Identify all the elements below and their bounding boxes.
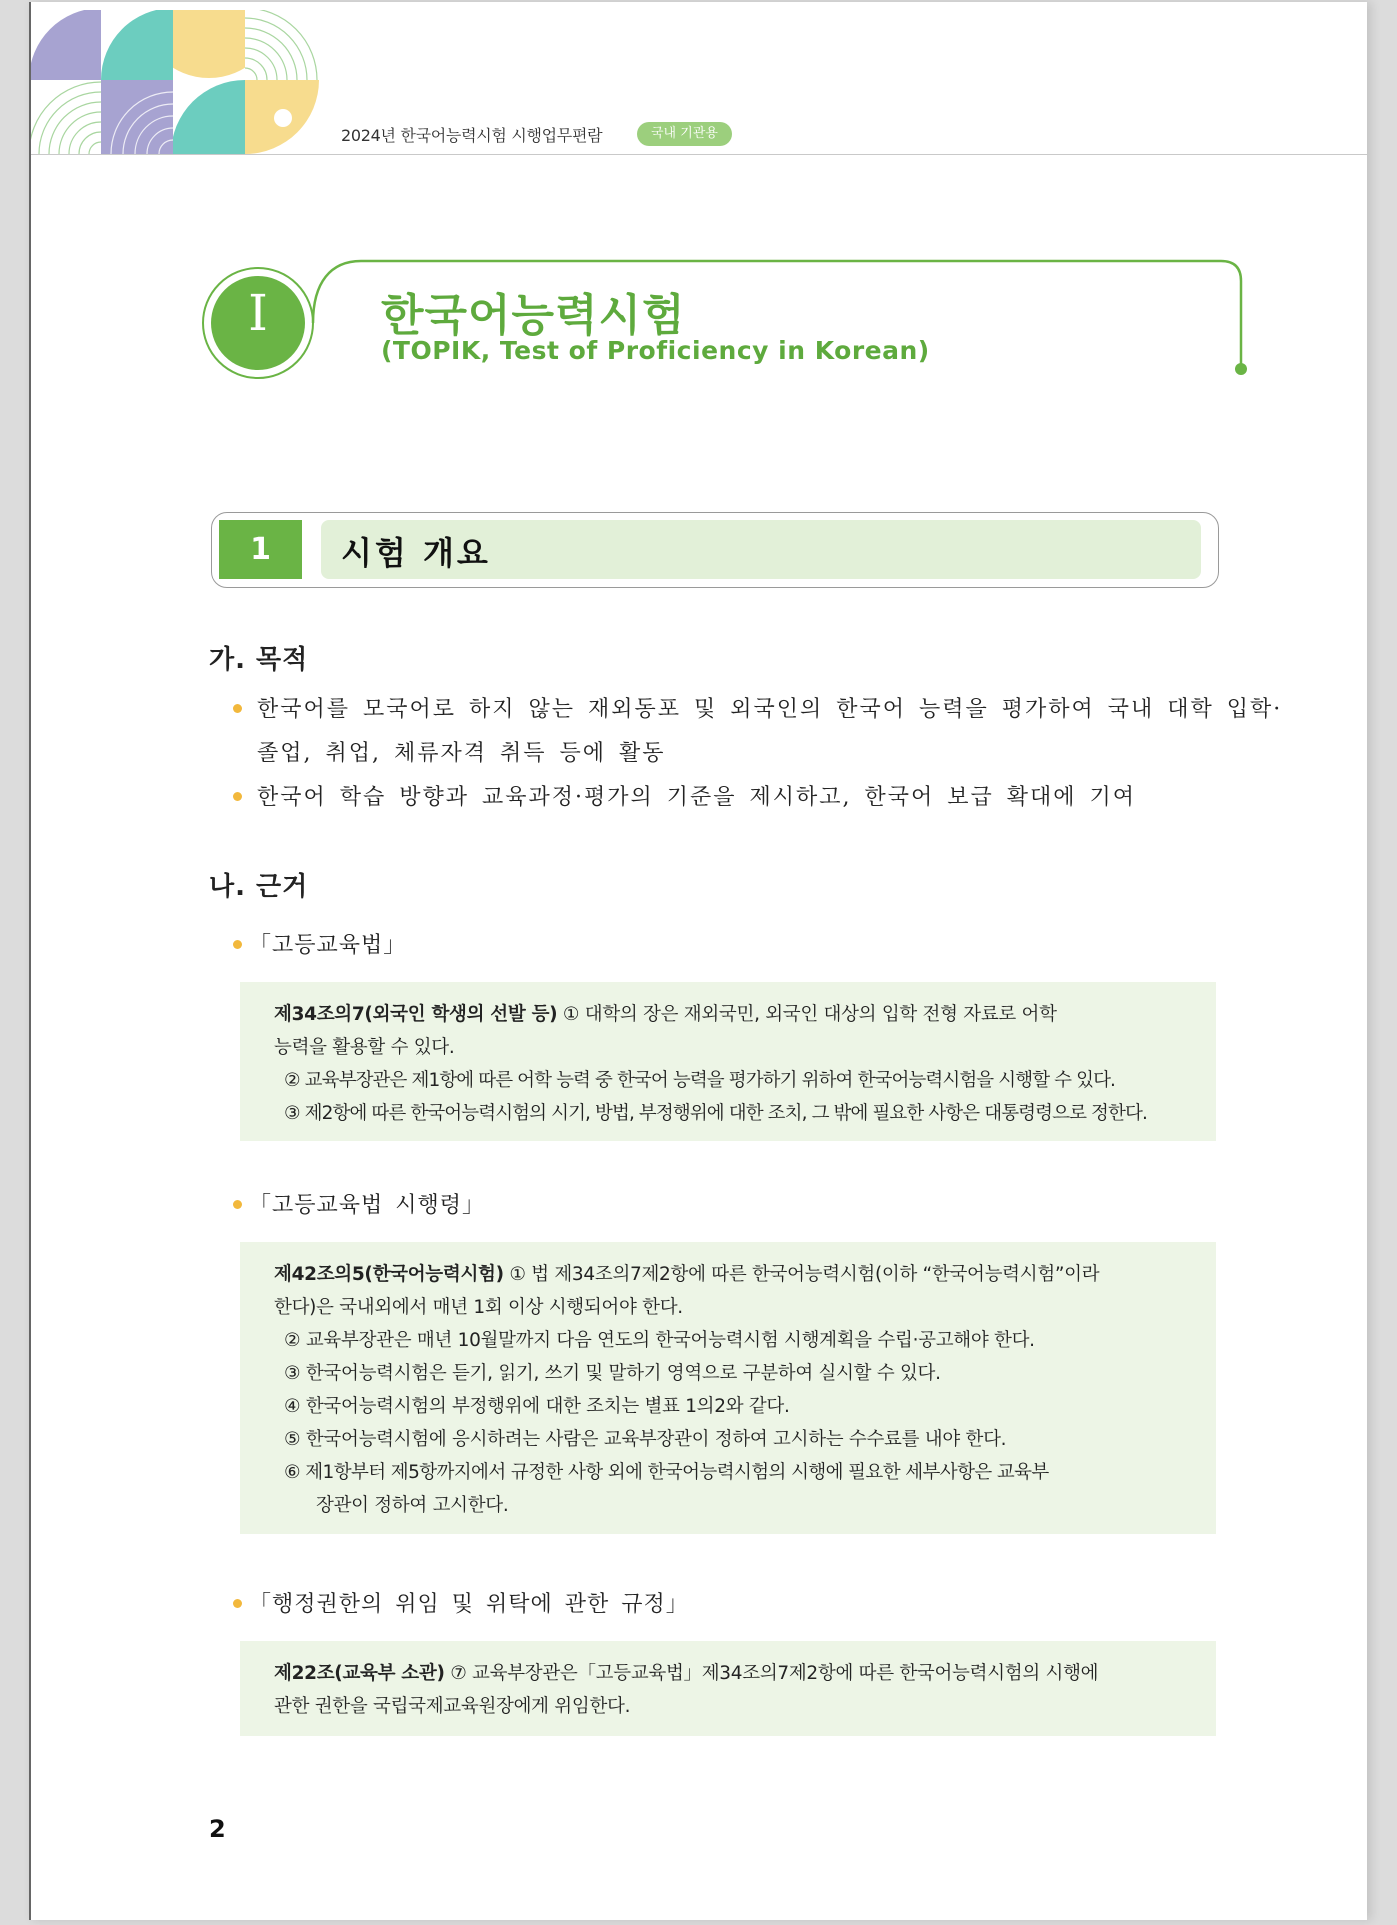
header-decoration-graphic [31,2,321,154]
law-1-box [240,982,1216,1141]
law-3-line-2: 관한 권한을 국립국제교육원장에게 위임한다. [274,1696,631,1717]
law-1-name: 「고등교육법」 [249,933,407,958]
bullet-icon [233,1200,242,1209]
bullet-icon [233,1599,242,1608]
purpose-heading: 가. 목적 [209,645,309,675]
law-3-box [240,1641,1216,1736]
chapter-frame-dot-icon [1235,363,1247,375]
law-3-line-1: ⑦ 교육부장관은「고등교육법」제34조의7제2항에 따른 한국어능력시험의 시행에 [450,1663,1099,1684]
document-page [29,2,1367,1920]
header-divider [31,154,1367,155]
law-1-line-4: ③ 제2항에 따른 한국어능력시험의 시기, 방법, 부정행위에 대한 조치, 그 밖에 필요한 사항은 대통령령으로 정한다. [284,1103,1147,1124]
purpose-bullet-1-line-1: 한국어를 모국어로 하지 않는 재외동포 및 외국인의 한국어 능력을 평가하여 국내 대학 입학· [257,697,1283,722]
law-3-name: 「행정권한의 위임 및 위탁에 관한 규정」 [249,1592,689,1617]
law-3-article: 제22조(교육부 소관) [274,1663,445,1684]
running-header-title: 2024년 한국어능력시험 시행업무편람 [341,126,603,145]
law-2-line-1: ① 법 제34조의7제2항에 따른 한국어능력시험(이하 “한국어능력시험”이라 [509,1264,1100,1285]
chapter-frame [201,257,1251,387]
basis-heading: 나. 근거 [209,872,309,902]
law-2-line-7: ⑥ 제1항부터 제5항까지에서 규정한 사항 외에 한국어능력시험의 시행에 필요한 세부사항은 교육부 [284,1462,1049,1483]
law-2-line-6: ⑤ 한국어능력시험에 응시하려는 사람은 교육부장관이 정하여 고시하는 수수료를 내야 한다. [284,1429,1007,1450]
law-2-line-2: 한다)은 국내외에서 매년 1회 이상 시행되어야 한다. [274,1297,683,1318]
law-1-line-3: ② 교육부장관은 제1항에 따른 어학 능력 중 한국어 능력을 평가하기 위하여 한국어능력시험을 시행할 수 있다. [284,1070,1116,1091]
page-number: 2 [209,1815,226,1843]
header-badge: 국내 기관용 [637,122,732,146]
law-2-article: 제42조의5(한국어능력시험) [274,1264,504,1285]
bullet-icon [233,940,242,949]
law-2-name: 「고등교육법 시행령」 [249,1193,486,1218]
law-2-box [240,1242,1216,1534]
law-2-line-5: ④ 한국어능력시험의 부정행위에 대한 조치는 별표 1의2와 같다. [284,1396,790,1417]
chapter-title: 한국어능력시험 [381,290,686,341]
section-number: 1 [219,520,302,579]
chapter-subtitle: (TOPIK, Test of Proficiency in Korean) [381,336,930,365]
bullet-icon [233,792,242,801]
bullet-icon [233,704,242,713]
law-2-line-8: 장관이 정하여 고시한다. [316,1495,509,1516]
section-title: 시험 개요 [341,534,491,572]
law-1-line-2: 능력을 활용할 수 있다. [274,1037,455,1058]
law-2-line-4: ③ 한국어능력시험은 듣기, 읽기, 쓰기 및 말하기 영역으로 구분하여 실시할 수 있다. [284,1363,941,1384]
purpose-bullet-2: 한국어 학습 방향과 교육과정·평가의 기준을 제시하고, 한국어 보급 확대에 기여 [257,785,1136,810]
law-2-line-3: ② 교육부장관은 매년 10월말까지 다음 연도의 한국어능력시험 시행계획을 수립·공고해야 한다. [284,1330,1035,1351]
chapter-numeral: I [248,284,268,342]
law-1-line-1: ① 대학의 장은 재외국민, 외국인 대상의 입학 전형 자료로 어학 [562,1004,1057,1025]
law-1-article: 제34조의7(외국인 학생의 선발 등) [274,1004,558,1025]
purpose-bullet-1-line-2: 졸업, 취업, 체류자격 취득 등에 활동 [257,741,666,766]
